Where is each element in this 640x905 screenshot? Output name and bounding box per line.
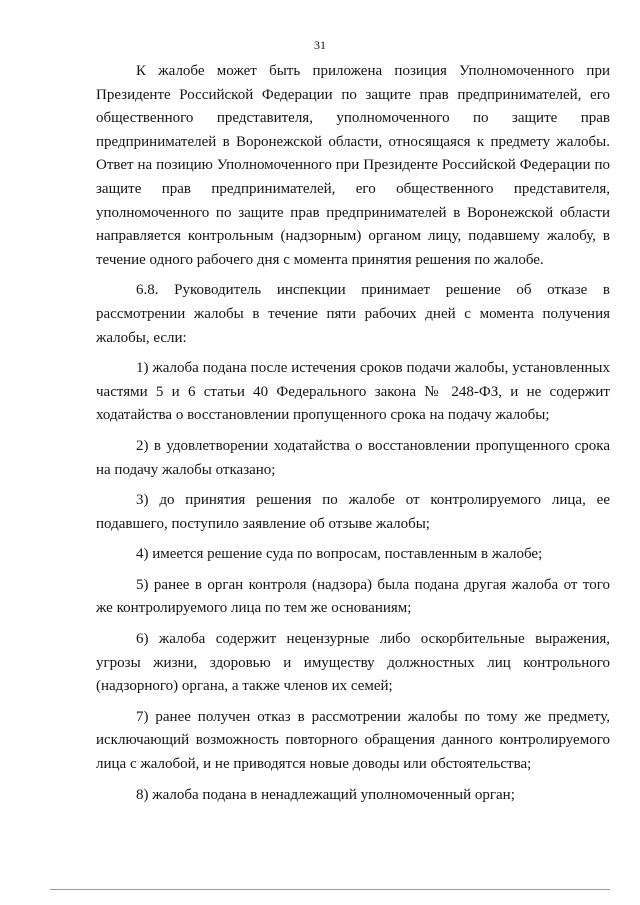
list-item-6: 6) жалоба содержит нецензурные либо оскорбительные выражения, угрозы жизни, здоровью и имуществу должностных лиц контрольного (надзорного) органа, а также членов их семей;: [96, 631, 610, 695]
document-body: [96, 60, 610, 814]
list-item-8: 8) жалоба подана в ненадлежащий уполномоченный орган;: [136, 786, 515, 803]
list-item-1: 1) жалоба подана после истечения сроков подачи жалобы, установленных частями 5 и 6 статьи 40 Федерального закона № 248-ФЗ, и не содержит ходатайства о восстановлении пропущенного срока на подачу жалобы;: [96, 360, 610, 424]
paragraph-clause-6-8: 6.8. Руководитель инспекции принимает решение об отказе в рассмотрении жалобы в течение пяти рабочих дней с момента получения жалобы, если:: [96, 282, 610, 346]
list-item-4: 4) имеется решение суда по вопросам, поставленным в жалобе;: [136, 546, 543, 563]
list-item-2: 2) в удовлетворении ходатайства о восстановлении пропущенного срока на подачу жалобы отказано;: [96, 437, 610, 478]
list-item-7: 7) ранее получен отказ в рассмотрении жалобы по тому же предмету, исключающий возможность повторного обращения данного контролируемого лица с жалобой, и не приводятся новые доводы или обстоятельства;: [96, 708, 610, 773]
list-item-5: 5) ранее в орган контроля (надзора) была подана другая жалоба от того же контролируемого лица по тем же основаниям;: [96, 576, 610, 617]
bottom-divider: [50, 889, 610, 890]
page-number: 31: [314, 38, 326, 52]
paragraph-attachment-position: К жалобе может быть приложена позиция Уполномоченного при Президенте Российской Федерации по защите прав предпринимателей, его общественного представителя, уполномоченного по защите прав предпринимателей в Воронежской области, относящаяся к предмету жалобы. Ответ на позицию Уполномоченного при Президенте Российской Федерации по защите прав предпринимателей, его общественного представителя, уполномоченного по защите прав предпринимателей в Воронежской области направляется контрольным (надзорным) органом лицу, подавшему жалобу, в течение одного рабочего дня с момента принятия решения по жалобе.: [96, 63, 610, 268]
list-item-3: 3) до принятия решения по жалобе от контролируемого лица, ее подавшего, поступило заявление об отзыве жалобы;: [96, 492, 610, 532]
